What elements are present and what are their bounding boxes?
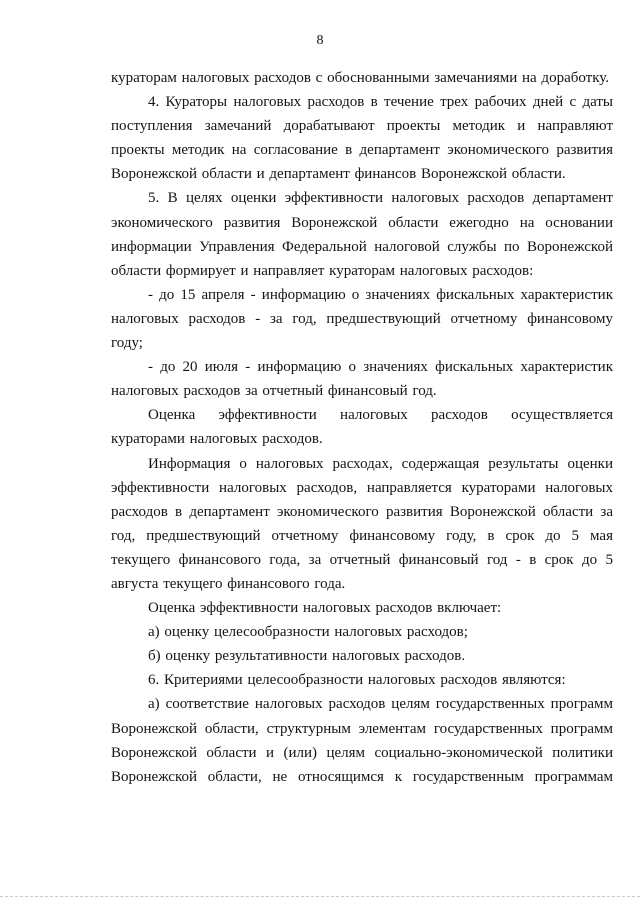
paragraph: Информация о налоговых расходах, содержащая результаты оценки эффективности налоговых расходов, направляется кураторами налоговых расходов в департамент экономического развития Воронежской области за год, предшествующий отчетному финансовому году, в срок до 5 мая текущего финансового года, за отчетный финансовый год - в срок до 5 августа текущего финансового года. (111, 455, 613, 592)
paragraph: 5. В целях оценки эффективности налоговых расходов департамент экономического развития Воронежской области ежегодно на основании информации Управления Федеральной налоговой службы по Воронежской области формирует и направляет кураторам налоговых расходов: (111, 190, 613, 279)
paragraph: Оценка эффективности налоговых расходов осуществляется кураторами налоговых расходов. (111, 407, 613, 448)
paragraph: - до 15 апреля - информацию о значениях фискальных характеристик налоговых расходов - за год, предшествующий отчетному финансовому году; (111, 286, 613, 352)
paragraph: 4. Кураторы налоговых расходов в течение трех рабочих дней с даты поступления замечаний дорабатывают проекты методик и направляют проекты методик на согласование в департамент экономического развития Воронежской области и департамент финансов Воронежской области. (111, 94, 613, 183)
paragraph: Оценка эффективности налоговых расходов включает: (148, 600, 502, 617)
page-number: 8 (316, 33, 324, 48)
paragraph: а) оценку целесообразности налоговых расходов; (148, 624, 468, 641)
page-bottom-rule (0, 896, 640, 897)
paragraph: а) соответствие налоговых расходов целям государственных программ Воронежской области, структурным элементам государственных программ Воронежской области и (или) целям социально-экономической политики Воронежской области, не относящимся к государственным программам (111, 696, 613, 785)
paragraph: 6. Критериями целесообразности налоговых расходов являются: (148, 672, 566, 689)
paragraph: б) оценку результативности налоговых расходов. (148, 648, 466, 665)
document-body (111, 66, 613, 789)
paragraph: кураторам налоговых расходов с обоснованными замечаниями на доработку. (111, 70, 610, 86)
paragraph: - до 20 июля - информацию о значениях фискальных характеристик налоговых расходов за отчетный финансовый год. (111, 359, 613, 400)
